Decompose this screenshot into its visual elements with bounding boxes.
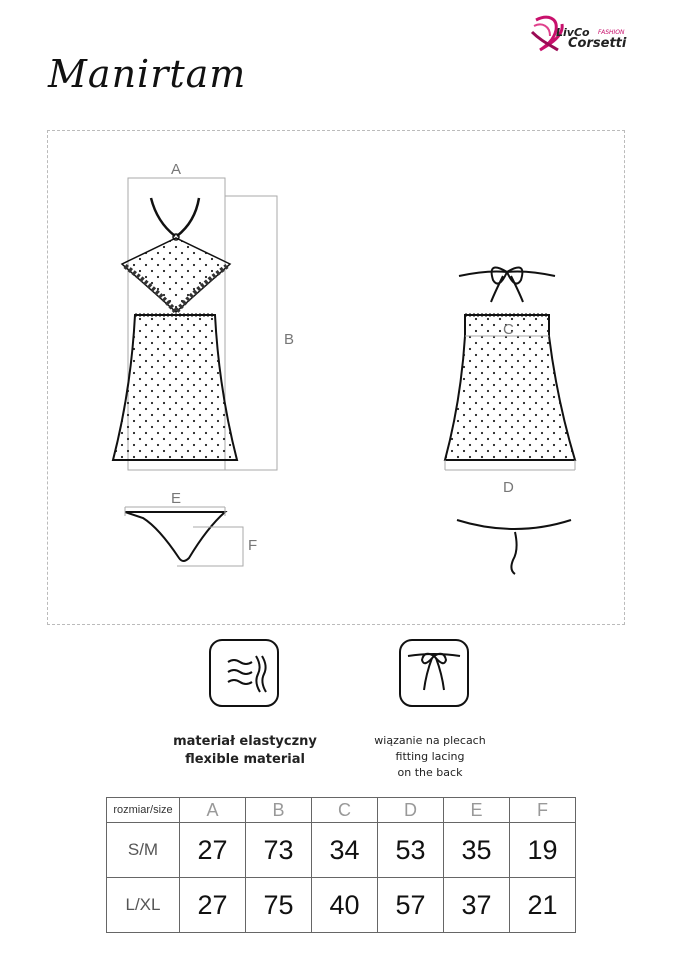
label-c: C [503,321,514,338]
table-header-cell: B [246,798,312,823]
table-cell: 19 [510,823,576,878]
label-e: E [171,490,182,507]
back-lacing-icon [398,638,470,708]
label-d: D [503,479,514,496]
table-cell: 21 [510,878,576,933]
table-cell: 27 [180,878,246,933]
elastic-waves-icon [208,638,280,708]
garment-diagram [47,130,625,625]
feature-lacing-pl: wiązanie na plecach [374,734,486,747]
front-view [113,178,277,566]
row-size-label: L/XL [107,878,180,933]
table-cell: 40 [312,878,378,933]
table-header-row [107,798,576,823]
feature-lacing-en-1: fitting lacing [395,750,465,763]
table-header-cell: E [444,798,510,823]
table-header-cell: D [378,798,444,823]
table-header-cell: F [510,798,576,823]
feature-elastic-pl: materiał elastyczny [173,734,317,749]
table-cell: 75 [246,878,312,933]
table-cell: 34 [312,823,378,878]
table-cell: 57 [378,878,444,933]
table-cell: 53 [378,823,444,878]
table-corner: rozmiar/size [107,798,180,823]
label-f: F [248,537,258,554]
table-header-cell: A [180,798,246,823]
label-a: A [171,161,182,178]
table-row [107,878,576,933]
table-row [107,823,576,878]
feature-elastic-en: flexible material [185,752,305,767]
table-cell: 37 [444,878,510,933]
table-cell: 35 [444,823,510,878]
logo-text-fashion: FASHION [598,29,625,36]
back-view [445,268,575,575]
logo-text-corsetti: Corsetti [568,36,627,51]
table-header-cell: C [312,798,378,823]
logo-text-livco: LivCo [556,26,590,39]
table-cell: 27 [180,823,246,878]
feature-lacing-en-2: on the back [397,766,463,779]
label-b: B [284,331,295,348]
row-size-label: S/M [107,823,180,878]
table-cell: 73 [246,823,312,878]
size-table [106,797,576,933]
product-title: Manirtam [48,52,247,96]
